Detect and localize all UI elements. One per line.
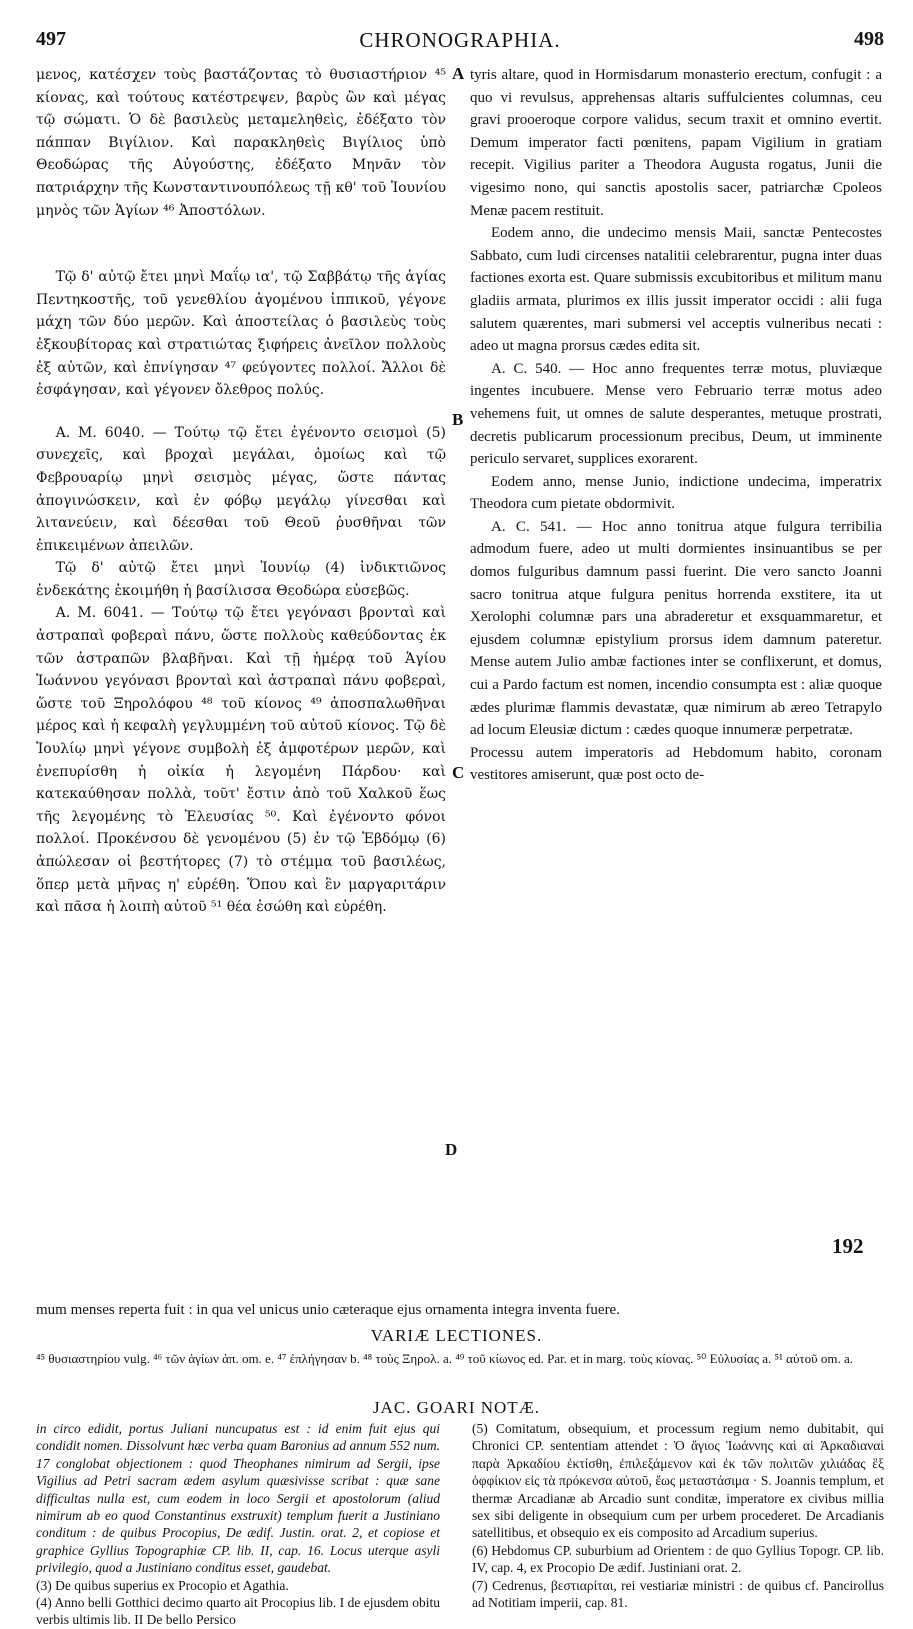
note-right-paragraph-3: (7) Cedrenus, βεστιαρίται, rei vestiariæ ministri : de quibus cf. Pancirollus ad Notitiam imperii, cap. 81. — [472, 1577, 884, 1611]
notes-left-column — [36, 1420, 440, 1629]
latin-paragraph-5: A. C. 541. — Hoc anno tonitrua atque fulgura terribilia admodum fuere, adeo ut multi dormientes insinuantibus se per domos fulguribus damnum passi fuerint. Die vero sancto Joanni sacro tonitrua atque fulgura penitus horrenda exstitere, ita ut Xerolophi columnæ pars una abraderetur et exsquammaretur, et ejusdem columnæ epistylium prorsus idem damnum pateretur. Mense autem Julio ambæ factiones inter se conflixerunt, et domus, cui a Pardo factum est nomen, incendio consumpta est : aliæ quoque ædes plurimæ flammis devastatæ, quæ nimirum ab æreo Tetrapylo ad locum Eleusiæ dictum : cædes quoque innumeræ perpetratæ. — [470, 518, 882, 739]
note-left-paragraph-3: (4) Anno belli Gotthici decimo quarto ait Procopius lib. I de ejusdem obitu verbis ultimis lib. II De bello Persico — [36, 1595, 440, 1628]
page-number-left: 497 — [36, 28, 66, 50]
latin-paragraph-4: Eodem anno, mense Junio, indictione undecima, imperatrix Theodora cum pietate obdormivit. — [470, 473, 882, 513]
notes-right-column — [472, 1420, 884, 1611]
latin-paragraph-6: Processu autem imperatoris ad Hebdomum habito, coronam vestitores amiserunt, quæ post octo de- — [470, 744, 882, 784]
margin-letter-a: A — [452, 64, 465, 83]
greek-paragraph-2: Τῷ δ' αὐτῷ ἔτει μηνὶ Μαΐῳ ια', τῷ Σαββάτῳ τῆς ἁγίας Πεντηκοστῆς, τοῦ γενεθλίου ἀγομένου ἱππικοῦ, γέγονε μάχη τῶν δύο μερῶν. Καὶ ἀποστείλας ὁ βασιλεὺς τοὺς ἐξκουβίτορας καὶ στρατιώτας ξιφήρεις ἀνεῖλον πολλοὺς ἐξ αὐτῶν, καὶ ἐπνίγησαν ⁴⁷ φεύγοντες πολλοί. Ἄλλοι δὲ ἐσφάγησαν, καὶ γέγονεν ὄλεθρος πολύς. — [36, 269, 446, 399]
latin-column — [470, 64, 882, 787]
running-title: CHRONOGRAPHIA. — [359, 28, 561, 52]
latin-paragraph-3: A. C. 540. — Hoc anno frequentes terræ motus, pluviæque ingentes incubuere. Mense vero Februario terræ motus adeo vehemens fuit, ut omnes de salute desperantes, metuque prostrati, decretis publicarum processionum precibus, Deum, ut imminente periculo servaret, supplices exorarent. — [470, 360, 882, 468]
greek-paragraph-3: A. M. 6040. — Τούτῳ τῷ ἔτει ἐγένοντο σεισμοὶ (5) συνεχεῖς, καὶ βροχαὶ μεγάλαι, ὁμοίως καὶ τῷ Φεβρουαρίῳ μηνὶ σεισμὸς μέγας, ὥστε πάντας ἀπογινώσκειν, καὶ ἐν φόβῳ μεγάλῳ γίνεσθαι καὶ λιτανεύειν, καὶ δέεσθαι τοῦ Θεοῦ ῥυσθῆναι τῶν ἐπικειμένων ἀπειλῶν. — [36, 424, 446, 554]
notes-title: JAC. GOARI NOTÆ. — [372, 1398, 541, 1417]
variae-lectiones-title: VARIÆ LECTIONES. — [370, 1326, 543, 1345]
page-number-right: 498 — [854, 28, 884, 50]
latin-paragraph-1: tyris altare, quod in Hormisdarum monasterio erectum, confugit : a quo vi revulsus, apprehensas altaris suffulcientes columnas, ceu gravi prooeroque corpore validus, secum traxit et omnino evertit. Demum imperator facti pœnitens, papam Vigilium in gratiam recepit. Vigilius pariter a Theodora Augusta rogatus, Junii die vigesimo nono, qui sanctis apostolis sacer, patriarchæ Cpoleos Menæ pacem restituit. — [470, 67, 882, 219]
full-width-line: mum menses reperta fuit : in qua vel unicus unio cæteraque ejus ornamenta integra inventa fuere. — [36, 1302, 620, 1318]
margin-letter-d: D — [445, 1140, 458, 1159]
greek-paragraph-5: A. M. 6041. — Τούτῳ τῷ ἔτει γεγόνασι βρονταὶ καὶ ἀστραπαὶ φοβεραὶ πάνυ, ὥστε πολλοὺς καθεύδοντας ἐκ τῶν ἀστραπῶν βλαβῆναι. Καὶ τῇ ἡμέρᾳ τοῦ Ἁγίου Ἰωάννου γεγόνασι βρονταὶ καὶ ἀστραπαὶ πάνυ φοβεραὶ, ὥστε τοῦ Ξηρολόφου ⁴⁸ τοῦ κίονος ⁴⁹ ἀποσπαλωθῆναι μέρος καὶ ἡ κεφαλὴ γεγλυμμένη τοῦ αὐτοῦ κίονος. Τῷ δὲ Ἰουλίῳ μηνὶ γέγονε συμβολὴ ἐξ ἀμφοτέρων μερῶν, καὶ ἐνεπυρίσθη ἡ οἰκία ἡ λεγομένη Πάρδου· καὶ κατεκαύθησαν πολλὰ, τοῦτ' ἔστιν ἀπὸ τοῦ Χαλκοῦ ἕως τῆς λεγομένης τὸ Ἐλευσίας ⁵⁰. Καὶ ἐγένοντο φόνοι πολλοί. Προκένσου δὲ γενομένου (5) ἐν τῷ Ἑβδόμῳ (6) ἀπώλεσαν οἱ βεστήτορες (7) τὸ στέμμα τοῦ βασιλέως, ὅπερ μετὰ μῆνας η' εὑρέθη. Ὅπου καὶ ἓν μαργαριτάριν καὶ πᾶσα ἡ λοιπὴ αὐτοῦ ⁵¹ θέα ἐσώθη καὶ εὑρέθη. — [36, 605, 446, 916]
page-header — [36, 28, 884, 52]
note-right-paragraph-1: (5) Comitatum, obsequium, et processum regium nemo dubitabit, qui Chronici CP. sententiam attendet : Ὁ ἅγιος Ἰωάννης καὶ αἱ Ἀρκαδιαναὶ παρὰ Ἀρκαδίου ἐκτίσθη, ἐπιλεξάμενον καὶ ἐκ τῶν πολιτῶν χιλιάδας ἓξ ὀφφίκιον εἰς τὰ πρόκενσα αὐτοῦ, ἕως μεταστάσιμα · S. Joannis templum, et thermæ Arcadianæ ab Arcadio sunt conditæ, imperatore ex civibus millia sex sibi deligente in obsequium cum per urbem procederet. De Arcadianis satellitibus, et obsequio ex eis composito ad Arcadium superius. — [472, 1421, 884, 1541]
margin-letter-b: B — [452, 410, 464, 429]
note-left-paragraph-2: (3) De quibus superius ex Procopio et Agathia. — [36, 1577, 289, 1593]
margin-letter-c: C — [452, 763, 465, 782]
note-left-paragraph-1: in circo edidit, portus Juliani nuncupatus est : id enim fuit ejus qui condidit nomen. Dissolvunt hæc verba quam Baronius ad annum 552 num. 17 conglobat objectionem : quod Theophanes nimirum ad Sergii, ipse Vigilius ad Petri sacram ædem asylum quæsivisse scribat : quæ sane difficultas nulla est, cum eodem in loco Sergii et apostolorum (aliud nimirum ab eo quod Constantinus exstruxit) templum fuerit a Justiniano conditum : de quibus Procopius, De ædif. Justin. orat. 2, et copiose et graphice Gyllius Topographiæ CP. lib. II, cap. 16. Locus uterque asyli privilegio, quod a Justiniano conditus esset, gaudebat. — [36, 1421, 440, 1576]
greek-paragraph-1: μενος, κατέσχεν τοὺς βαστάζοντας τὸ θυσιαστήριον ⁴⁵ κίονας, καὶ τούτους κατέστρεψεν, βαρὺς ὢν καὶ μέγας τῷ σώματι. Ὁ δὲ βασιλεὺς μεταμεληθεὶς, ἐδέξατο τὸν πάππαν Βιγίλιον. Καὶ παρακληθεὶς Βιγίλιος ὑπὸ Θεοδώρας τῆς Αὐγούστης, ἐδέξατο Μηνᾶν τὸν πατριάρχην τῆς Κωνσταντινουπόλεως τῇ κθ' τοῦ Ἰουνίου μηνὸς τῶν Ἁγίων ⁴⁶ Ἀποστόλων. — [36, 67, 446, 219]
note-right-paragraph-2: (6) Hebdomus CP. suburbium ad Orientem : de quo Gyllius Topogr. CP. lib. IV, cap. 4, ex Procopio De ædif. Justiniani orat. 2. — [472, 1542, 884, 1576]
greek-paragraph-4: Τῷ δ' αὐτῷ ἔτει μηνὶ Ἰουνίῳ (4) ἰνδικτιῶνος ἑνδεκάτης ἐκοιμήθη ἡ βασίλισσα Θεοδώρα εὐσεβῶς. — [36, 560, 446, 599]
variae-lectiones-text: ⁴⁵ θυσιαστηρίου vulg. ⁴⁶ τῶν ἁγίων ἀπ. om. e. ⁴⁷ ἐπλήγησαν b. ⁴⁸ τοὺς Ξηρολ. a. ⁴⁹ τοῦ κίωνος ed. Par. et in marg. τοὺς κίονας. ⁵⁰ Εὐλυσίας a. ⁵¹ αὐτοῦ om. a. — [36, 1351, 853, 1366]
latin-paragraph-2: Eodem anno, die undecimo mensis Maii, sanctæ Pentecostes Sabbato, cum ludi circenses natalitii celebrarentur, pugna inter duas factiones exorta est. Quare submissis excubitoribus et militum manu gladiis armata, plurimos ex illis jussit imperator occidi : alii fuga salutem quærentes, mari submersi vel acceptis vulneribus necati : adeo ut magna prorsus cædes edita sit. — [470, 225, 882, 355]
greek-column — [36, 64, 446, 919]
folio-marker: 192 — [832, 1234, 864, 1258]
